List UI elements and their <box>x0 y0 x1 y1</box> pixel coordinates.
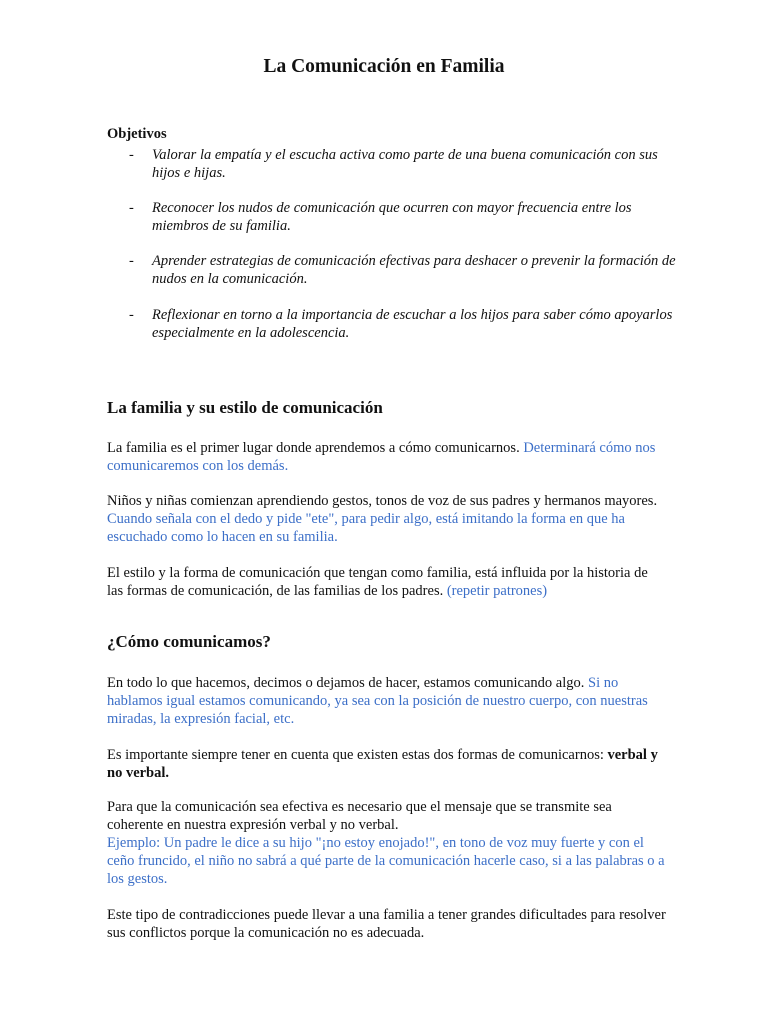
objetivo-text: Reconocer los nudos de comunicación que ocurren con mayor frecuencia entre los miembros de su familia. <box>152 200 632 234</box>
paragraph-bold: verbal y no verbal. <box>107 747 658 781</box>
objetivo-text: Aprender estrategias de comunicación efectivas para deshacer o prevenir la formación de nudos en la comunicación. <box>152 253 676 287</box>
bullet-dash: - <box>129 200 134 216</box>
bullet-dash: - <box>129 253 134 269</box>
paragraph-highlight: Determinará cómo nos comunicaremos con los demás. <box>107 440 656 474</box>
objetivo-text: Reflexionar en torno a la importancia de escuchar a los hijos para saber cómo apoyarlos especialmente en la adolescencia. <box>152 307 673 341</box>
paragraph <box>107 798 667 888</box>
paragraph-highlight: (repetir patrones) <box>446 583 548 599</box>
objetivo-item <box>107 146 687 182</box>
paragraph-text: Este tipo de contradicciones puede llevar a una familia a tener grandes dificultades para resolver sus conflictos porque la comunicación no es adecuada. <box>107 907 666 941</box>
section-heading-familia: La familia y su estilo de comunicación <box>107 398 383 417</box>
objetivo-text: Valorar la empatía y el escucha activa como parte de una buena comunicación con sus hijos e hijas. <box>152 147 658 181</box>
objetivos-heading: Objetivos <box>107 126 167 142</box>
document-title: La Comunicación en Familia <box>263 56 505 77</box>
paragraph-text: El estilo y la forma de comunicación que tengan como familia, está influida por la historia de las formas de comunicación, de las familias de los padres. <box>107 565 648 599</box>
paragraph <box>107 746 667 782</box>
paragraph-text: La familia es el primer lugar donde aprendemos a cómo comunicarnos. <box>107 440 524 456</box>
paragraph-text: Niños y niñas comienzan aprendiendo gestos, tonos de voz de sus padres y hermanos mayores. <box>107 493 658 509</box>
paragraph <box>107 564 667 600</box>
paragraph <box>107 674 667 728</box>
paragraph-highlight: Si no hablamos igual estamos comunicando, ya sea con la posición de nuestro cuerpo, con nuestras miradas, la expresión facial, etc. <box>107 675 648 727</box>
paragraph-highlight: Cuando señala con el dedo y pide "ete", para pedir algo, está imitando la forma en que ha escuchado como lo hacen en su familia. <box>107 511 625 545</box>
objetivo-item <box>107 252 687 288</box>
paragraph-text: Para que la comunicación sea efectiva es necesario que el mensaje que se transmite sea coherente en nuestra expresión verbal y no verbal. <box>107 799 612 833</box>
bullet-dash: - <box>129 147 134 163</box>
bullet-dash: - <box>129 307 134 323</box>
paragraph <box>107 906 667 942</box>
paragraph <box>107 492 667 546</box>
objetivo-item <box>107 306 687 342</box>
objetivo-item <box>107 199 687 235</box>
paragraph-text: Es importante siempre tener en cuenta que existen estas dos formas de comunicarnos: <box>107 747 608 763</box>
paragraph <box>107 439 667 475</box>
section-heading-como-comunicamos: ¿Cómo comunicamos? <box>107 632 271 651</box>
example-text: Ejemplo: Un padre le dice a su hijo "¡no estoy enojado!", en tono de voz muy fuerte y con el ceño fruncido, el niño no sabrá a qué parte de la comunicación hacerle caso, si a las palabras o a los gestos. <box>107 835 665 887</box>
paragraph-text: En todo lo que hacemos, decimos o dejamos de hacer, estamos comunicando algo. <box>107 675 589 691</box>
